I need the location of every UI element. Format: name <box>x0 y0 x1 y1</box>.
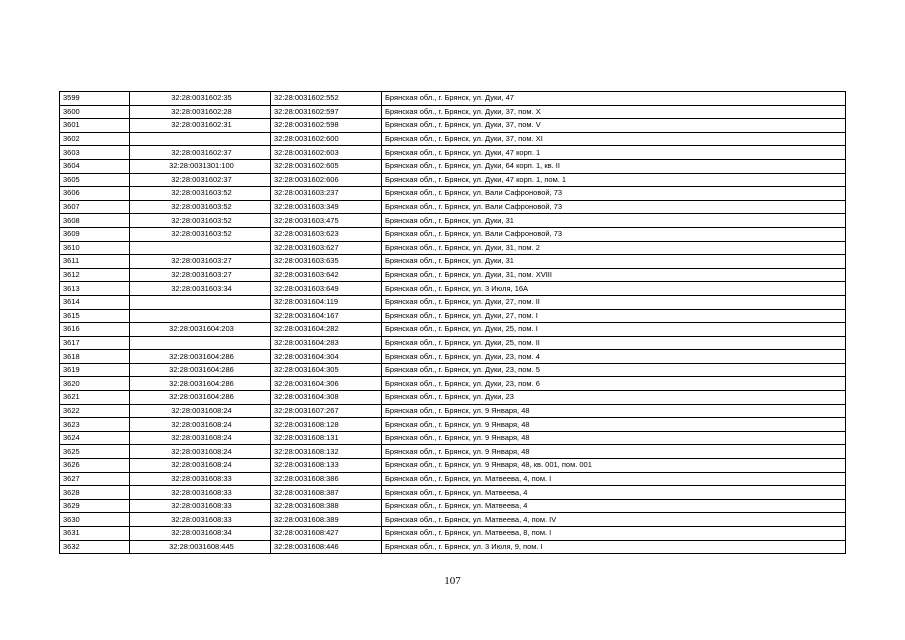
parent-cadastral-number-cell <box>130 241 271 255</box>
document-page <box>59 91 846 554</box>
row-number-cell: 3606 <box>60 187 130 201</box>
register-table <box>59 91 846 554</box>
table-row <box>60 295 846 309</box>
address-cell: Брянская обл., г. Брянск, ул. 3 Июля, 16А <box>382 282 846 296</box>
row-number-cell: 3618 <box>60 350 130 364</box>
row-number-cell: 3605 <box>60 173 130 187</box>
row-number-cell: 3630 <box>60 513 130 527</box>
address-cell: Брянская обл., г. Брянск, ул. Дуки, 23, пом. 6 <box>382 377 846 391</box>
table-row <box>60 159 846 173</box>
row-number-cell: 3628 <box>60 486 130 500</box>
parent-cadastral-number-cell: 32:28:0031608:24 <box>130 404 271 418</box>
parent-cadastral-number-cell: 32:28:0031602:31 <box>130 119 271 133</box>
parent-cadastral-number-cell <box>130 309 271 323</box>
cadastral-number-cell: 32:28:0031603:475 <box>271 214 382 228</box>
table-row <box>60 146 846 160</box>
cadastral-number-cell: 32:28:0031602:597 <box>271 105 382 119</box>
parent-cadastral-number-cell: 32:28:0031603:52 <box>130 200 271 214</box>
address-cell: Брянская обл., г. Брянск, ул. Вали Сафроновой, 73 <box>382 187 846 201</box>
row-number-cell: 3623 <box>60 418 130 432</box>
address-cell: Брянская обл., г. Брянск, ул. Вали Сафроновой, 73 <box>382 200 846 214</box>
cadastral-number-cell: 32:28:0031608:133 <box>271 459 382 473</box>
row-number-cell: 3624 <box>60 431 130 445</box>
row-number-cell: 3615 <box>60 309 130 323</box>
cadastral-number-cell: 32:28:0031602:552 <box>271 92 382 106</box>
parent-cadastral-number-cell: 32:28:0031608:445 <box>130 540 271 554</box>
cadastral-number-cell: 32:28:0031608:132 <box>271 445 382 459</box>
cadastral-number-cell: 32:28:0031608:446 <box>271 540 382 554</box>
row-number-cell: 3608 <box>60 214 130 228</box>
cadastral-number-cell: 32:28:0031604:306 <box>271 377 382 391</box>
row-number-cell: 3600 <box>60 105 130 119</box>
parent-cadastral-number-cell: 32:28:0031608:24 <box>130 445 271 459</box>
row-number-cell: 3612 <box>60 268 130 282</box>
table-row <box>60 227 846 241</box>
address-cell: Брянская обл., г. Брянск, ул. Вали Сафроновой, 73 <box>382 227 846 241</box>
table-row <box>60 472 846 486</box>
address-cell: Брянская обл., г. Брянск, ул. 9 Января, 48 <box>382 404 846 418</box>
row-number-cell: 3632 <box>60 540 130 554</box>
table-row <box>60 92 846 106</box>
address-cell: Брянская обл., г. Брянск, ул. Дуки, 27, пом. I <box>382 309 846 323</box>
cadastral-number-cell: 32:28:0031603:642 <box>271 268 382 282</box>
address-cell: Брянская обл., г. Брянск, ул. Матвеева, 4, пом. I <box>382 472 846 486</box>
parent-cadastral-number-cell: 32:28:0031604:286 <box>130 391 271 405</box>
address-cell: Брянская обл., г. Брянск, ул. Дуки, 47 корп. 1, пом. 1 <box>382 173 846 187</box>
table-row <box>60 404 846 418</box>
address-cell: Брянская обл., г. Брянск, ул. 9 Января, 48 <box>382 445 846 459</box>
address-cell: Брянская обл., г. Брянск, ул. Дуки, 27, пом. II <box>382 295 846 309</box>
address-cell: Брянская обл., г. Брянск, ул. Матвеева, 8, пом. I <box>382 527 846 541</box>
cadastral-number-cell: 32:28:0031604:167 <box>271 309 382 323</box>
table-row <box>60 173 846 187</box>
row-number-cell: 3602 <box>60 132 130 146</box>
address-cell: Брянская обл., г. Брянск, ул. Дуки, 64 корп. 1, кв. II <box>382 159 846 173</box>
table-row <box>60 200 846 214</box>
cadastral-number-cell: 32:28:0031608:389 <box>271 513 382 527</box>
cadastral-number-cell: 32:28:0031608:131 <box>271 431 382 445</box>
table-row <box>60 499 846 513</box>
cadastral-number-cell: 32:28:0031608:427 <box>271 527 382 541</box>
cadastral-number-cell: 32:28:0031604:304 <box>271 350 382 364</box>
table-row <box>60 459 846 473</box>
row-number-cell: 3601 <box>60 119 130 133</box>
row-number-cell: 3626 <box>60 459 130 473</box>
table-row <box>60 350 846 364</box>
row-number-cell: 3616 <box>60 323 130 337</box>
parent-cadastral-number-cell: 32:28:0031608:33 <box>130 499 271 513</box>
table-row <box>60 214 846 228</box>
cadastral-number-cell: 32:28:0031602:600 <box>271 132 382 146</box>
table-row <box>60 513 846 527</box>
table-row <box>60 323 846 337</box>
row-number-cell: 3619 <box>60 363 130 377</box>
parent-cadastral-number-cell: 32:28:0031604:203 <box>130 323 271 337</box>
row-number-cell: 3627 <box>60 472 130 486</box>
parent-cadastral-number-cell: 32:28:0031301:100 <box>130 159 271 173</box>
parent-cadastral-number-cell: 32:28:0031603:52 <box>130 227 271 241</box>
row-number-cell: 3610 <box>60 241 130 255</box>
parent-cadastral-number-cell: 32:28:0031608:33 <box>130 472 271 486</box>
row-number-cell: 3599 <box>60 92 130 106</box>
row-number-cell: 3613 <box>60 282 130 296</box>
table-row <box>60 105 846 119</box>
row-number-cell: 3611 <box>60 255 130 269</box>
cadastral-number-cell: 32:28:0031604:305 <box>271 363 382 377</box>
row-number-cell: 3629 <box>60 499 130 513</box>
cadastral-number-cell: 32:28:0031608:128 <box>271 418 382 432</box>
row-number-cell: 3621 <box>60 391 130 405</box>
cadastral-number-cell: 32:28:0031608:388 <box>271 499 382 513</box>
table-row <box>60 363 846 377</box>
parent-cadastral-number-cell <box>130 132 271 146</box>
cadastral-number-cell: 32:28:0031603:635 <box>271 255 382 269</box>
address-cell: Брянская обл., г. Брянск, ул. 9 Января, 48, кв. 001, пом. 001 <box>382 459 846 473</box>
parent-cadastral-number-cell: 32:28:0031608:34 <box>130 527 271 541</box>
table-row <box>60 309 846 323</box>
parent-cadastral-number-cell <box>130 336 271 350</box>
parent-cadastral-number-cell: 32:28:0031603:27 <box>130 268 271 282</box>
table-row <box>60 255 846 269</box>
address-cell: Брянская обл., г. Брянск, ул. Дуки, 23, пом. 5 <box>382 363 846 377</box>
table-row <box>60 527 846 541</box>
row-number-cell: 3617 <box>60 336 130 350</box>
cadastral-number-cell: 32:28:0031604:282 <box>271 323 382 337</box>
address-cell: Брянская обл., г. Брянск, ул. Матвеева, 4, пом. IV <box>382 513 846 527</box>
address-cell: Брянская обл., г. Брянск, ул. Дуки, 31, пом. XVIII <box>382 268 846 282</box>
cadastral-number-cell: 32:28:0031603:349 <box>271 200 382 214</box>
row-number-cell: 3622 <box>60 404 130 418</box>
address-cell: Брянская обл., г. Брянск, ул. Дуки, 47 корп. 1 <box>382 146 846 160</box>
parent-cadastral-number-cell: 32:28:0031603:52 <box>130 187 271 201</box>
address-cell: Брянская обл., г. Брянск, ул. 9 Января, 48 <box>382 431 846 445</box>
table-row <box>60 268 846 282</box>
table-row <box>60 486 846 500</box>
address-cell: Брянская обл., г. Брянск, ул. Дуки, 37, пом. X <box>382 105 846 119</box>
parent-cadastral-number-cell: 32:28:0031604:286 <box>130 377 271 391</box>
table-row <box>60 241 846 255</box>
address-cell: Брянская обл., г. Брянск, ул. Дуки, 23 <box>382 391 846 405</box>
address-cell: Брянская обл., г. Брянск, ул. Дуки, 23, пом. 4 <box>382 350 846 364</box>
address-cell: Брянская обл., г. Брянск, ул. Дуки, 25, пом. II <box>382 336 846 350</box>
cadastral-number-cell: 32:28:0031604:283 <box>271 336 382 350</box>
cadastral-number-cell: 32:28:0031602:598 <box>271 119 382 133</box>
address-cell: Брянская обл., г. Брянск, ул. Матвеева, 4 <box>382 486 846 500</box>
row-number-cell: 3625 <box>60 445 130 459</box>
table-row <box>60 132 846 146</box>
table-row <box>60 445 846 459</box>
table-row <box>60 282 846 296</box>
parent-cadastral-number-cell <box>130 295 271 309</box>
row-number-cell: 3614 <box>60 295 130 309</box>
page-number: 107 <box>444 575 461 587</box>
parent-cadastral-number-cell: 32:28:0031608:33 <box>130 513 271 527</box>
address-cell: Брянская обл., г. Брянск, ул. Дуки, 47 <box>382 92 846 106</box>
parent-cadastral-number-cell: 32:28:0031604:286 <box>130 363 271 377</box>
row-number-cell: 3620 <box>60 377 130 391</box>
address-cell: Брянская обл., г. Брянск, ул. Дуки, 31 <box>382 255 846 269</box>
table-row <box>60 418 846 432</box>
parent-cadastral-number-cell: 32:28:0031602:28 <box>130 105 271 119</box>
cadastral-number-cell: 32:28:0031603:627 <box>271 241 382 255</box>
address-cell: Брянская обл., г. Брянск, ул. 3 Июля, 9, пом. I <box>382 540 846 554</box>
cadastral-number-cell: 32:28:0031602:606 <box>271 173 382 187</box>
address-cell: Брянская обл., г. Брянск, ул. 9 Января, 48 <box>382 418 846 432</box>
row-number-cell: 3607 <box>60 200 130 214</box>
table-row <box>60 187 846 201</box>
cadastral-number-cell: 32:28:0031603:623 <box>271 227 382 241</box>
row-number-cell: 3603 <box>60 146 130 160</box>
row-number-cell: 3604 <box>60 159 130 173</box>
table-row <box>60 377 846 391</box>
table-row <box>60 391 846 405</box>
parent-cadastral-number-cell: 32:28:0031603:52 <box>130 214 271 228</box>
cadastral-number-cell: 32:28:0031607:267 <box>271 404 382 418</box>
parent-cadastral-number-cell: 32:28:0031608:24 <box>130 431 271 445</box>
cadastral-number-cell: 32:28:0031608:386 <box>271 472 382 486</box>
table-row <box>60 431 846 445</box>
parent-cadastral-number-cell: 32:28:0031604:286 <box>130 350 271 364</box>
parent-cadastral-number-cell: 32:28:0031608:24 <box>130 459 271 473</box>
cadastral-number-cell: 32:28:0031603:649 <box>271 282 382 296</box>
address-cell: Брянская обл., г. Брянск, ул. Дуки, 31, пом. 2 <box>382 241 846 255</box>
cadastral-number-cell: 32:28:0031602:605 <box>271 159 382 173</box>
table-row <box>60 119 846 133</box>
parent-cadastral-number-cell: 32:28:0031602:37 <box>130 173 271 187</box>
table-row <box>60 336 846 350</box>
parent-cadastral-number-cell: 32:28:0031608:24 <box>130 418 271 432</box>
cadastral-number-cell: 32:28:0031608:387 <box>271 486 382 500</box>
cadastral-number-cell: 32:28:0031603:237 <box>271 187 382 201</box>
parent-cadastral-number-cell: 32:28:0031603:34 <box>130 282 271 296</box>
row-number-cell: 3609 <box>60 227 130 241</box>
row-number-cell: 3631 <box>60 527 130 541</box>
address-cell: Брянская обл., г. Брянск, ул. Дуки, 37, пом. XI <box>382 132 846 146</box>
address-cell: Брянская обл., г. Брянск, ул. Дуки, 31 <box>382 214 846 228</box>
parent-cadastral-number-cell: 32:28:0031608:33 <box>130 486 271 500</box>
cadastral-number-cell: 32:28:0031604:308 <box>271 391 382 405</box>
register-table-body <box>60 92 846 554</box>
address-cell: Брянская обл., г. Брянск, ул. Дуки, 37, пом. V <box>382 119 846 133</box>
parent-cadastral-number-cell: 32:28:0031602:37 <box>130 146 271 160</box>
table-row <box>60 540 846 554</box>
address-cell: Брянская обл., г. Брянск, ул. Матвеева, 4 <box>382 499 846 513</box>
cadastral-number-cell: 32:28:0031604:119 <box>271 295 382 309</box>
cadastral-number-cell: 32:28:0031602:603 <box>271 146 382 160</box>
parent-cadastral-number-cell: 32:28:0031603:27 <box>130 255 271 269</box>
address-cell: Брянская обл., г. Брянск, ул. Дуки, 25, пом. I <box>382 323 846 337</box>
parent-cadastral-number-cell: 32:28:0031602:35 <box>130 92 271 106</box>
